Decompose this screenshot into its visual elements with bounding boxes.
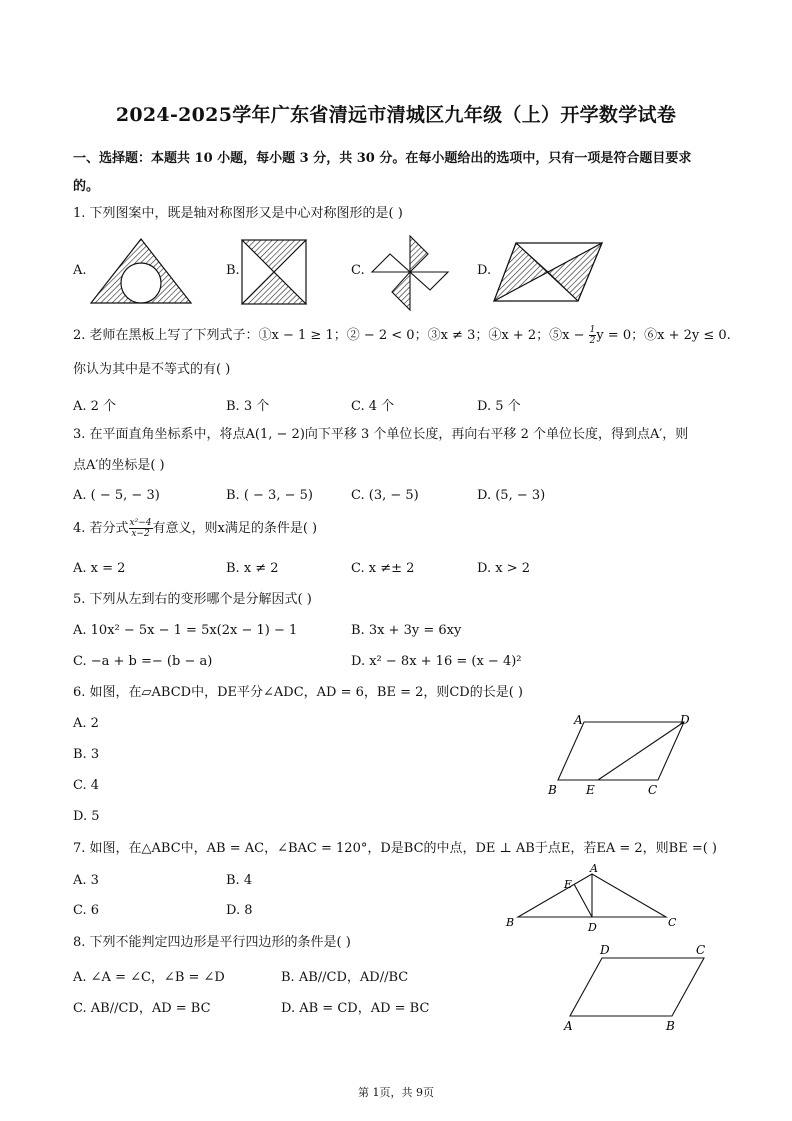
q6-option-d: D. 5 <box>73 809 100 824</box>
q8-option-b: B. AB//CD，AD//BC <box>281 970 409 985</box>
page-title: 2024-2025学年广东省清远市清城区九年级（上）开学数学试卷 <box>115 104 677 126</box>
q7-option-a: A. 3 <box>73 873 99 888</box>
q6-label-c: C <box>648 783 658 797</box>
q8-option-d: D. AB = CD，AD = BC <box>281 1001 430 1016</box>
q7-label-e: E <box>564 878 573 891</box>
q8-label-d: D <box>600 943 610 957</box>
q8-label-b: B <box>666 1019 675 1033</box>
question-2-stem <box>73 325 731 346</box>
q2-option-c: C. 4 个 <box>351 399 395 414</box>
q2-option-b: B. 3 个 <box>226 399 270 414</box>
q4-fraction <box>129 518 153 539</box>
q5-option-c: C. −a + b =− (b − a) <box>73 654 213 669</box>
q1-option-a: A. <box>73 263 87 278</box>
question-8-stem: 8. 下列不能判定四边形是平行四边形的条件是( ) <box>73 935 351 950</box>
question-3-stem: 3. 在平面直角坐标系中，将点A(1, − 2)向下平移 3 个单位长度，再向右平移 2 个单位长度，得到点A′，则 <box>73 427 689 442</box>
q2-option-a: A. 2 个 <box>73 399 117 414</box>
q7-label-c: C <box>668 916 677 929</box>
q7-option-c: C. 6 <box>73 903 100 918</box>
q4-stem-before: 4. 若分式 <box>73 521 129 536</box>
q5-option-b: B. 3x + 3y = 6xy <box>351 623 462 638</box>
q6-option-a: A. 2 <box>73 716 99 731</box>
question-3-stem-line2: 点A′的坐标是( ) <box>73 458 165 473</box>
q3-option-a: A. ( − 5, − 3) <box>73 488 160 503</box>
q4-option-c: C. x ≠± 2 <box>351 561 415 576</box>
q2-frac-den: 2 <box>589 336 596 346</box>
q4-option-b: B. x ≠ 2 <box>226 561 279 576</box>
triangle-abc-figure <box>500 862 690 936</box>
q5-option-d: D. x² − 8x + 16 = (x − 4)² <box>351 654 522 669</box>
square-with-diagonals-icon <box>240 238 308 306</box>
q6-option-b: B. 3 <box>73 747 100 762</box>
q8-label-a: A <box>564 1019 573 1033</box>
question-2-stem-line2: 你认为其中是不等式的有( ) <box>73 362 231 377</box>
q7-label-d: D <box>588 921 597 934</box>
q8-option-a: A. ∠A = ∠C，∠B = ∠D <box>73 970 225 985</box>
q4-stem-after: 有意义，则x满足的条件是( ) <box>152 521 318 536</box>
q4-frac-num: x²−4 <box>129 518 152 528</box>
q6-option-c: C. 4 <box>73 778 100 793</box>
q2-option-d: D. 5 个 <box>477 399 521 414</box>
q8-option-c: C. AB//CD，AD = BC <box>73 1001 211 1016</box>
q5-option-a: A. 10x² − 5x − 1 = 5x(2x − 1) − 1 <box>73 623 298 638</box>
q3-option-d: D. (5, − 3) <box>477 488 546 503</box>
pinwheel-icon <box>368 232 452 314</box>
question-4-stem <box>73 518 317 539</box>
q7-label-b: B <box>506 916 515 929</box>
parallelogram-bowtie-icon <box>492 240 604 304</box>
q1-option-b: B. <box>226 263 240 278</box>
parallelogram-abcd-figure <box>540 710 700 800</box>
q4-frac-den: x−2 <box>131 529 150 539</box>
question-7-stem: 7. 如图，在△ABC中，AB = AC，∠BAC = 120°，D是BC的中点，DE ⊥ AB于点E，若EA = 2，则BE =( ) <box>73 841 717 856</box>
q6-label-a: A <box>574 713 583 727</box>
section-heading-line1: 一、选择题：本题共 10 小题，每小题 3 分，共 30 分。在每小题给出的选项中，只有一项是符合题目要求 <box>73 151 692 166</box>
question-1-stem: 1. 下列图案中，既是轴对称图形又是中心对称图形的是( ) <box>73 206 403 221</box>
triangle-with-circle-icon <box>88 236 194 306</box>
page-footer: 第 1页，共 9页 <box>358 1086 434 1099</box>
q7-label-a: A <box>590 862 598 875</box>
question-6-stem: 6. 如图，在▱ABCD中，DE平分∠ADC，AD = 6，BE = 2，则CD的长是( ) <box>73 685 524 700</box>
q8-label-c: C <box>696 943 706 957</box>
q2-stem-after: y = 0；⑥x + 2y ≤ 0. <box>596 328 731 343</box>
q4-option-a: A. x = 2 <box>73 561 126 576</box>
q3-option-b: B. ( − 3, − 5) <box>226 488 313 503</box>
q1-option-c: C. <box>351 263 365 278</box>
q1-option-d: D. <box>477 263 492 278</box>
q4-option-d: D. x > 2 <box>477 561 530 576</box>
q7-option-d: D. 8 <box>226 903 253 918</box>
q2-frac-num: 1 <box>589 325 596 335</box>
q6-label-b: B <box>548 783 557 797</box>
q2-stem-main: 2. 老师在黑板上写了下列式子：①x − 1 ≥ 1；② − 2 < 0；③x ≠ 3；④x + 2；⑤x − <box>73 328 589 343</box>
q3-option-c: C. (3, − 5) <box>351 488 419 503</box>
q7-option-b: B. 4 <box>226 873 253 888</box>
q6-label-d: D <box>680 713 690 727</box>
quadrilateral-abcd-figure <box>556 940 716 1034</box>
q6-label-e: E <box>586 783 595 797</box>
section-heading-line2: 的。 <box>73 179 100 194</box>
question-5-stem: 5. 下列从左到右的变形哪个是分解因式( ) <box>73 592 312 607</box>
